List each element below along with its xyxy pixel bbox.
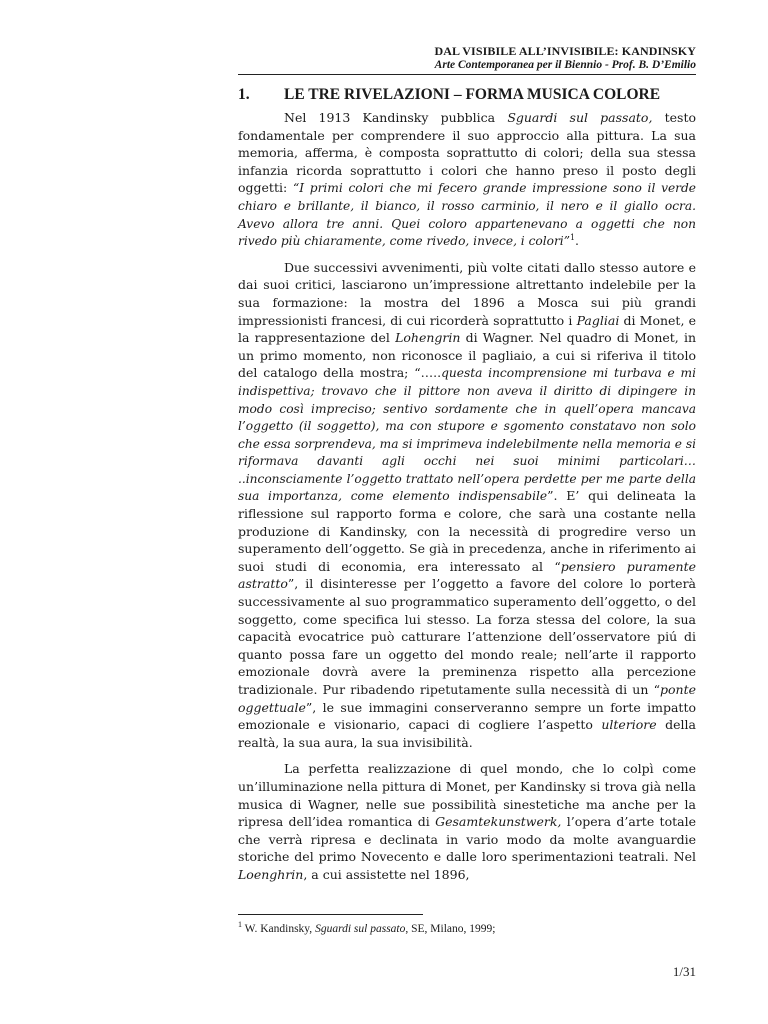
text-run: Nel 1913 Kandinsky pubblica [284, 110, 508, 125]
opera-title: Lohengrin [395, 330, 461, 346]
header-divider [238, 74, 696, 75]
footnote [238, 922, 696, 936]
emphasis: pensiero puramente astratto [238, 558, 697, 592]
text-run: di Monet, e la rappresentazione del [238, 312, 696, 346]
opera-title: Loenghrin [238, 866, 304, 882]
text-run: Due successivi avvenimenti, più volte citati dallo stesso autore e dai suoi critici, lasciarono un’impressione altrettanto indelebile per la sua formazione: la mostra del 1896 a Mosca sui più grandi impressionisti francesi, di cui ricorderà soprattutto i [238, 259, 696, 328]
running-header [400, 44, 696, 72]
paragraph-2 [238, 259, 696, 752]
text-run: l’opera d’arte totale che verrà ripresa e declinata in vario modo da molte avanguardie storiche del primo Novecento e dalle loro sperimentazioni teatrali. Nel [238, 814, 696, 865]
header-subtitle: Arte Contemporanea per il Biennio - Prof. B. D’Emilio [434, 59, 696, 71]
emphasis: ponte oggettuale [238, 682, 696, 715]
book-title: Sguardi sul passato, [507, 110, 653, 125]
section-title: LE TRE RIVELAZIONI – FORMA MUSICA COLORE [284, 86, 661, 103]
text-run: testo fondamentale per comprendere il suo approccio alla pittura. La sua memoria, afferma, è composta soprattutto di colori; della sua stessa infanzia ricorda soprattutto i colori che hanno preso il posto degli oggetti: [238, 110, 696, 196]
text-run: . [575, 233, 580, 249]
text-run: di Wagner. Nel quadro di Monet, in un primo momento, non riconosce il pagliaio, a cui si riferiva il titolo del catalogo della mostra; “….. [238, 330, 696, 381]
footnote-divider [238, 914, 423, 915]
footnote-number: 1 [238, 920, 242, 930]
paragraph-1 [238, 109, 696, 250]
text-run: La perfetta realizzazione di quel mondo, che lo colpì come un’illuminazione nella pittura di Monet, per Kandinsky si trova già nella musica di Wagner, nelle sue possibilità sinestetiche ma anche per la ripresa dell’idea romantica di [238, 761, 696, 830]
artwork-title: Pagliai [576, 312, 620, 328]
page-number: 1/31 [672, 964, 696, 979]
paragraph-3 [238, 760, 696, 883]
book-title: Sguardi sul passato [315, 923, 406, 935]
section-heading [238, 84, 698, 106]
emphasis: ulteriore [601, 717, 657, 733]
section-number: 1. [238, 86, 250, 103]
header-title: DAL VISIBILE ALL’INVISIBILE: KANDINSKY [434, 44, 696, 58]
emphasis: Gesamtekunstwerk, [435, 814, 562, 830]
text-run: W. Kandinsky, [242, 923, 316, 935]
text-run: ”, il disinteresse per l’oggetto a favore del colore lo porterà successivamente al suo programmatico superamento dell’oggetto, o del soggetto, come specifica lui stesso. La forza stessa del colore, la sua capacità evocatrice può catturare l’attenzione dell’osservatore piú di quanto possa fare un oggetto del mondo reale; nell’arte il rapporto emozionale dovrà avere la preminenza rispetto alla percezione tradizionale. Pur ribadendo ripetutamente sulla necessità di un “ [238, 576, 696, 697]
text-run: ”. E’ qui delineata la riflessione sul rapporto forma e colore, che sarà una costante nella produzione di Kandinsky, con la necessità di progredire verso un superamento dell’oggetto. Se già in precedenza, anche in riferimento ai suoi studi di economia, era interessato al “ [238, 488, 696, 574]
footnote-ref[interactable]: 1 [569, 233, 576, 242]
text-run: ”, le sue immagini conserveranno sempre un forte impatto emozionale e visionario, capaci di cogliere l’aspetto [238, 699, 696, 733]
body-text [238, 109, 696, 893]
text-run: della realtà, la sua aura, la sua invisibilità. [238, 717, 696, 750]
text-run: , SE, Milano, 1999; [405, 923, 496, 935]
quotation: “I primi colori che mi fecero grande impressione sono il verde chiaro e brillante, il bianco, il rosso carminio, il nero e il giallo ocra. Avevo allora tre anni. Quei coloro appartenevano a oggetti che non rivedo più chiaramente, come rivedo, invece, i colori” [238, 181, 697, 249]
text-run: , a cui assistette nel 1896, [303, 866, 470, 882]
quotation: questa incomprensione mi turbava e mi indispettiva; trovavo che il pittore non aveva il diritto di dipingere in modo così impreciso; sentivo sordamente che in quell’opera mancava l’oggetto (il soggetto), ma con stupore e sgomento constatavo non solo che essa sorprendeva, ma si imprimeva indelebilmente nella memoria e si riformava davanti agli occhi nei suoi minimi particolari… ..inconsciamente l’oggetto trattato nell’opera perdette per me parte della sua importanza, come elemento indispensabile [238, 366, 696, 504]
